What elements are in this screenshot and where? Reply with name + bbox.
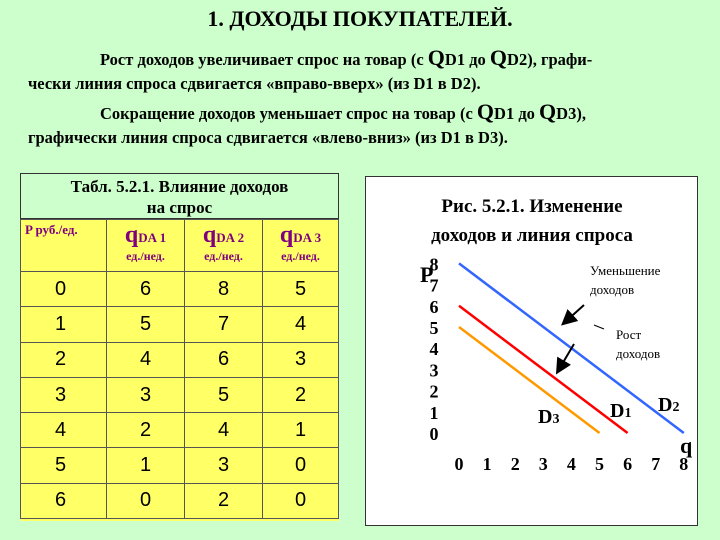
cell-qda1: 5 <box>107 307 185 342</box>
y-tick-label: 0 <box>429 424 439 444</box>
y-tick-label: 2 <box>429 381 439 402</box>
table-row <box>21 377 339 412</box>
cell-qda2: 7 <box>185 307 263 342</box>
cell-qda2: 4 <box>185 413 263 448</box>
annotation-increase: Рост <box>616 327 642 342</box>
table-row <box>21 272 339 307</box>
leader-increase <box>594 325 604 329</box>
y-tick-label: 1 <box>429 402 439 423</box>
label-d3: D3 <box>538 406 560 428</box>
x-tick-label: 4 <box>566 454 576 474</box>
annotation-decrease: доходов <box>590 282 635 297</box>
cell-qda1: 4 <box>107 342 185 377</box>
table-row <box>21 413 339 448</box>
paragraph-income-decrease <box>28 100 708 150</box>
paragraph-line: графически линия спроса сдвигается «влево-вниз» (из D1 в D3). <box>28 128 508 147</box>
cell-qda2: 2 <box>185 483 263 518</box>
x-tick-label: 1 <box>482 454 492 474</box>
y-tick-label: 7 <box>429 275 439 296</box>
x-tick-label: 2 <box>510 454 520 474</box>
cell-price: 6 <box>21 483 107 518</box>
y-tick-label: 4 <box>429 339 439 360</box>
cell-qda2: 6 <box>185 342 263 377</box>
table-caption-line: Табл. 5.2.1. Влияние доходов <box>70 177 289 196</box>
x-tick-label: 5 <box>595 454 604 474</box>
cell-qda1: 6 <box>107 272 185 307</box>
arrow-to-d3 <box>564 305 584 323</box>
cell-price: 3 <box>21 377 107 412</box>
cell-qda1: 1 <box>107 448 185 483</box>
paragraph-income-increase <box>28 46 708 96</box>
table-row <box>21 307 339 342</box>
figure-title-line: Рис. 5.2.1. Изменение <box>441 196 623 217</box>
x-tick-label: 0 <box>454 454 464 474</box>
cell-price: 5 <box>21 448 107 483</box>
y-tick-label: 5 <box>429 318 439 338</box>
cell-price: 2 <box>21 342 107 377</box>
paragraph-line: чески линия спроса сдвигается «вправо-вверх» (из D1 в D2). <box>28 74 481 93</box>
cell-price: 0 <box>21 272 107 307</box>
demand-chart <box>366 177 699 527</box>
q-letter: Q <box>539 99 557 124</box>
cell-qda3: 5 <box>263 272 339 307</box>
header-qda1: qDA 1 ед./нед. <box>107 220 185 272</box>
label-d2: D2 <box>658 394 680 416</box>
demand-shift-figure <box>365 176 698 526</box>
annotation-increase: доходов <box>616 346 661 361</box>
cell-price: 1 <box>21 307 107 342</box>
page-title: 1. ДОХОДЫ ПОКУПАТЕЛЕЙ. <box>207 6 513 31</box>
q-letter: Q <box>476 99 495 124</box>
cell-qda2: 5 <box>185 377 263 412</box>
label-d1: D1 <box>610 400 632 422</box>
header-qda3: qDA 3 ед./нед. <box>263 220 339 272</box>
table-row <box>21 342 339 377</box>
x-tick-label: 8 <box>679 454 689 474</box>
header-qda2: qDA 2 ед./нед. <box>185 220 263 272</box>
table-row <box>21 448 339 483</box>
x-tick-label: 3 <box>538 454 548 474</box>
table-caption-line: на спрос <box>146 198 213 217</box>
header-price: P руб./ед. <box>21 220 107 272</box>
paragraph-text: D1 до <box>494 104 540 123</box>
y-tick-label: 6 <box>429 296 439 317</box>
cell-qda3: 2 <box>263 377 339 412</box>
cell-qda3: 0 <box>263 448 339 483</box>
cell-qda3: 4 <box>263 307 339 342</box>
cell-qda1: 3 <box>107 377 185 412</box>
cell-qda1: 0 <box>107 483 185 518</box>
paragraph-text: Рост доходов увеличивает спрос на товар (с <box>100 50 428 69</box>
x-tick-label: 7 <box>651 454 661 474</box>
table-row <box>21 483 339 518</box>
arrow-to-d2 <box>558 344 574 371</box>
paragraph-text: Сокращение доходов уменьшает спрос на товар (с <box>100 104 477 123</box>
paragraph-text: D3), <box>556 104 586 123</box>
x-tick-label: 6 <box>623 454 633 474</box>
q-letter: Q <box>489 45 508 70</box>
cell-qda2: 8 <box>185 272 263 307</box>
table-caption <box>20 173 339 219</box>
annotation-decrease: Уменьшение <box>590 263 661 278</box>
q-letter: Q <box>427 45 445 70</box>
paragraph-text: D2), графи- <box>507 50 593 69</box>
cell-qda1: 2 <box>107 413 185 448</box>
cell-qda2: 3 <box>185 448 263 483</box>
income-demand-table <box>20 219 339 519</box>
axis-label-p: P <box>420 262 434 287</box>
cell-price: 4 <box>21 413 107 448</box>
axis-label-q: q <box>680 433 693 458</box>
paragraph-text: D1 до <box>444 50 490 69</box>
table-header-row <box>21 220 339 272</box>
y-tick-label: 8 <box>429 254 439 275</box>
figure-title-line: доходов и линия спроса <box>431 225 633 246</box>
y-tick-label: 3 <box>429 360 439 381</box>
demand-line-d3 <box>459 327 600 433</box>
cell-qda3: 1 <box>263 413 339 448</box>
cell-qda3: 3 <box>263 342 339 377</box>
cell-qda3: 0 <box>263 483 339 518</box>
